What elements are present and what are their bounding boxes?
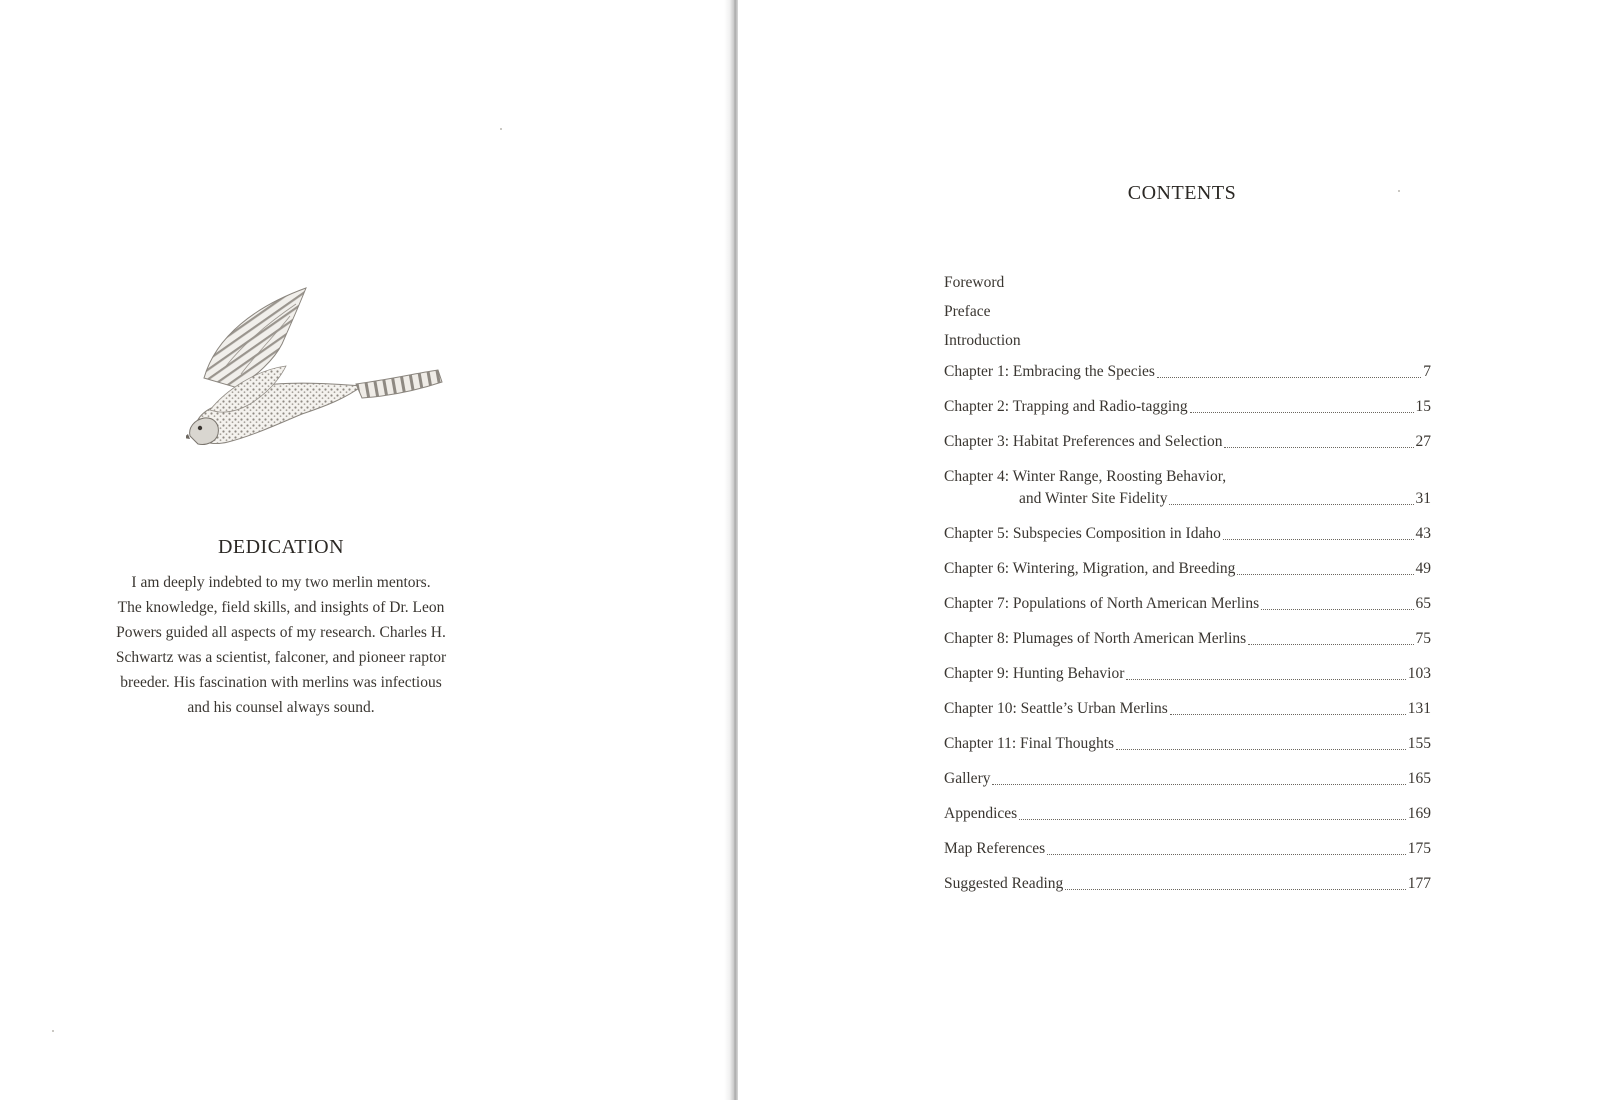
scan-speck xyxy=(1398,190,1400,192)
dedication-line: breeder. His fascination with merlins was infectious xyxy=(120,674,442,691)
leader-dots xyxy=(1169,504,1413,505)
toc-entry-label: Map References xyxy=(944,840,1046,857)
toc-entry[interactable] xyxy=(944,628,1431,650)
toc-entry-label: Chapter 8: Plumages of North American Merlins xyxy=(944,630,1247,647)
toc-entry-label: Chapter 1: Embracing the Species xyxy=(944,363,1155,380)
toc-entry-page: 155 xyxy=(1407,735,1431,752)
toc-entry[interactable] xyxy=(944,873,1431,895)
table-of-contents xyxy=(944,268,1431,895)
scan-speck xyxy=(52,1030,54,1032)
dedication-line: and his counsel always sound. xyxy=(187,699,375,716)
toc-entry-label: Gallery xyxy=(944,770,991,787)
leader-dots xyxy=(1190,412,1414,413)
leader-dots xyxy=(1224,447,1413,448)
toc-entry-label-line1: Chapter 4: Winter Range, Roosting Behavior, xyxy=(944,468,1227,485)
toc-entry[interactable] xyxy=(944,523,1431,545)
toc-front-matter-item[interactable]: Preface xyxy=(944,303,991,320)
leader-dots xyxy=(1157,377,1421,378)
toc-entry-page: 43 xyxy=(1415,525,1431,542)
leader-dots xyxy=(1065,889,1406,890)
toc-entry-label: and Winter Site Fidelity xyxy=(1019,490,1168,507)
leader-dots xyxy=(1047,854,1406,855)
leader-dots xyxy=(1170,714,1406,715)
left-page xyxy=(0,0,730,1100)
toc-entry-page: 31 xyxy=(1415,490,1431,507)
toc-entry-label: Chapter 2: Trapping and Radio-tagging xyxy=(944,398,1188,415)
toc-entry-page: 65 xyxy=(1415,595,1431,612)
dedication-text xyxy=(96,570,466,720)
dedication-line: I am deeply indebted to my two merlin mentors. xyxy=(131,574,431,591)
contents-title: CONTENTS xyxy=(1127,182,1237,204)
toc-entry-label: Suggested Reading xyxy=(944,875,1064,892)
toc-entry[interactable] xyxy=(944,698,1431,720)
leader-dots xyxy=(1237,574,1413,575)
toc-entry[interactable] xyxy=(944,558,1431,580)
toc-entry-page: 177 xyxy=(1407,875,1431,892)
leader-dots xyxy=(1116,749,1406,750)
leader-dots xyxy=(1261,609,1413,610)
toc-entry-page: 165 xyxy=(1407,770,1431,787)
leader-dots xyxy=(1223,539,1414,540)
leader-dots xyxy=(1248,644,1413,645)
toc-entry-two-line[interactable] xyxy=(944,466,1431,510)
toc-entry-page: 175 xyxy=(1407,840,1431,857)
leader-dots xyxy=(1126,679,1405,680)
toc-entry-label: Chapter 7: Populations of North American Merlins xyxy=(944,595,1260,612)
toc-entry[interactable] xyxy=(944,663,1431,685)
toc-entry-continuation xyxy=(944,488,1431,510)
toc-entry-label: Chapter 3: Habitat Preferences and Selection xyxy=(944,433,1223,450)
toc-entry-label: Chapter 6: Wintering, Migration, and Breeding xyxy=(944,560,1236,577)
toc-entry-page: 75 xyxy=(1415,630,1431,647)
toc-entry-page: 131 xyxy=(1407,700,1431,717)
toc-entry[interactable] xyxy=(944,593,1431,615)
toc-entry[interactable] xyxy=(944,768,1431,790)
toc-entry-page: 15 xyxy=(1415,398,1431,415)
toc-entry-label: Chapter 9: Hunting Behavior xyxy=(944,665,1125,682)
merlin-falcon-sketch-icon xyxy=(186,286,446,456)
toc-entry[interactable] xyxy=(944,733,1431,755)
toc-entry-label: Chapter 10: Seattle’s Urban Merlins xyxy=(944,700,1168,717)
toc-front-matter-item[interactable]: Introduction xyxy=(944,332,1021,349)
toc-entry-label: Chapter 5: Subspecies Composition in Idaho xyxy=(944,525,1221,542)
toc-entry-page: 7 xyxy=(1423,363,1431,380)
scan-speck xyxy=(500,128,502,130)
dedication-line: Schwartz was a scientist, falconer, and pioneer raptor xyxy=(115,649,447,666)
toc-entry[interactable] xyxy=(944,803,1431,825)
toc-entry-page: 27 xyxy=(1415,433,1431,450)
toc-entry[interactable] xyxy=(944,361,1431,383)
toc-entry-page: 103 xyxy=(1407,665,1431,682)
toc-entry[interactable] xyxy=(944,838,1431,860)
leader-dots xyxy=(992,784,1405,785)
toc-entry-label: Chapter 11: Final Thoughts xyxy=(944,735,1115,752)
toc-entry-page: 169 xyxy=(1407,805,1431,822)
toc-entry-label: Appendices xyxy=(944,805,1018,822)
toc-front-matter-item[interactable]: Foreword xyxy=(944,274,1005,291)
toc-entry-page: 49 xyxy=(1415,560,1431,577)
toc-entry[interactable] xyxy=(944,396,1431,418)
dedication-line: Powers guided all aspects of my research. Charles H. xyxy=(116,624,446,641)
dedication-line: The knowledge, field skills, and insights of Dr. Leon xyxy=(117,599,445,616)
dedication-title: DEDICATION xyxy=(217,536,345,558)
leader-dots xyxy=(1019,819,1406,820)
toc-entry[interactable] xyxy=(944,431,1431,453)
